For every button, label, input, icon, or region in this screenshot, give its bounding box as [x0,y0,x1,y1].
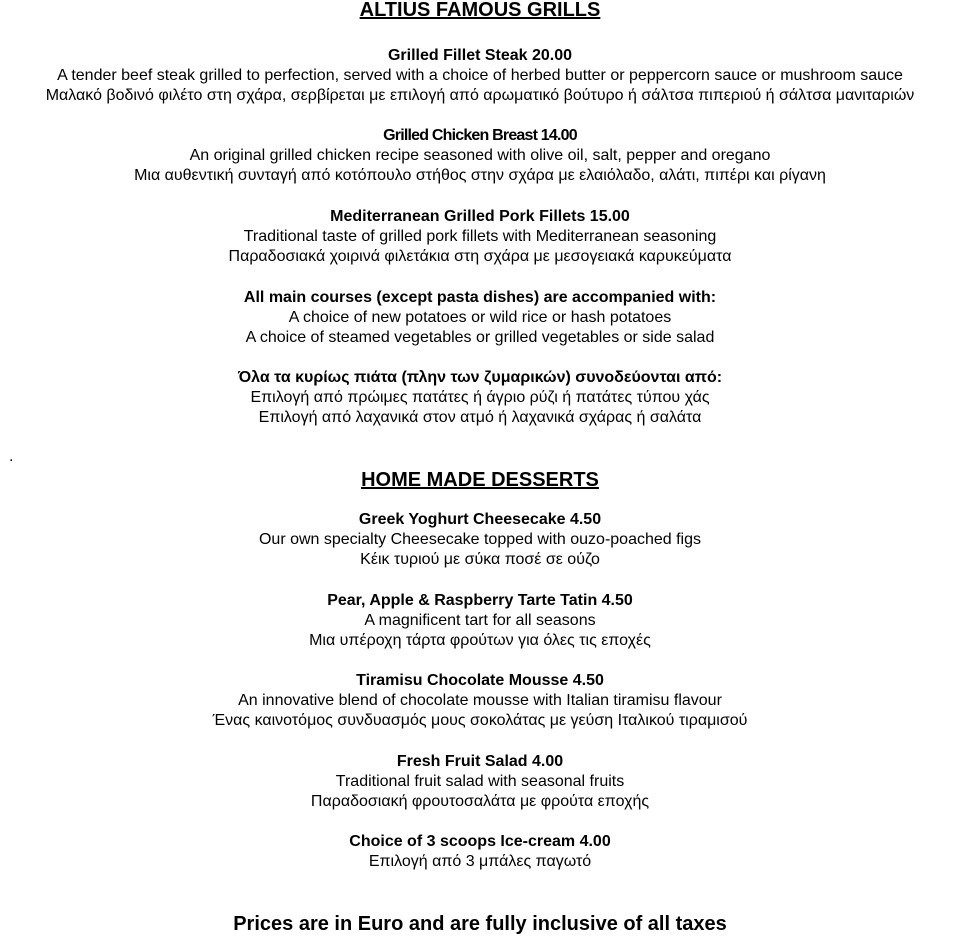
accompaniments-heading-gr: Όλα τα κυρίως πιάτα (πλην των ζυμαρικών) συνοδεύονται από: [237,369,723,386]
accompaniments-line1-gr: Επιλογή από πρώιμες πατάτες ή άγριο ρύζι ή πατάτες τύπου χάς [250,389,710,406]
dessert-item-name-fruit-salad: Fresh Fruit Salad 4.00 [396,753,564,770]
dessert-item-desc-gr-fruit-salad: Παραδοσιακή φρουτοσαλάτα με φρούτα εποχής [310,793,650,810]
dessert-item-name-cheesecake: Greek Yoghurt Cheesecake 4.50 [358,511,602,528]
grill-item-desc-en-chicken-breast: An original grilled chicken recipe seasoned with olive oil, salt, pepper and oregano [189,147,771,164]
stray-dot: . [9,448,14,465]
dessert-item-desc-en-fruit-salad: Traditional fruit salad with seasonal fruits [335,773,625,790]
grill-item-desc-gr-chicken-breast: Μια αυθεντική συνταγή από κοτόπουλο στήθος στην σχάρα με ελαιόλαδο, αλάτι, πιπέρι και ρίγανη [134,167,826,184]
grill-item-desc-gr-fillet-steak: Μαλακό βοδινό φιλέτο στη σχάρα, σερβίρεται με επιλογή από αρωματικό βούτυρο ή σάλτσα πιπεριού ή σάλτσα μανιταριών [45,87,915,104]
dessert-item-name-tarte-tatin: Pear, Apple & Raspberry Tarte Tatin 4.50 [327,592,633,609]
accompaniments-line2-gr: Επιλογή από λαχανικά στον ατμό ή λαχανικά σχάρας ή σαλάτα [258,409,702,426]
accompaniments-heading-en: All main courses (except pasta dishes) are accompanied with: [243,289,717,306]
grill-item-name-pork-fillets: Mediterranean Grilled Pork Fillets 15.00 [330,208,630,225]
grill-item-desc-en-fillet-steak: A tender beef steak grilled to perfection, served with a choice of herbed butter or peppercorn sauce or mushroom sauce [57,67,903,84]
accompaniments-line1-en: A choice of new potatoes or wild rice or hash potatoes [288,309,672,326]
accompaniments-line2-en: A choice of steamed vegetables or grilled vegetables or side salad [245,329,715,346]
dessert-item-desc-en-cheesecake: Our own specialty Cheesecake topped with ouzo-poached figs [258,531,702,548]
grills-section-title: ALTIUS FAMOUS GRILLS [359,0,601,21]
dessert-item-desc-en-tarte-tatin: A magnificent tart for all seasons [364,612,596,629]
grill-item-name-fillet-steak: Grilled Fillet Steak 20.00 [387,47,573,64]
dessert-item-name-ice-cream: Choice of 3 scoops Ice-cream 4.00 [349,833,611,850]
dessert-item-desc-gr-ice-cream: Επιλογή από 3 μπάλες παγωτό [368,853,592,870]
dessert-item-desc-en-tiramisu: An innovative blend of chocolate mousse with Italian tiramisu flavour [238,692,722,709]
prices-footer-note: Prices are in Euro and are fully inclusive of all taxes [233,913,727,935]
grill-item-name-chicken-breast: Grilled Chicken Breast 14.00 [383,127,577,144]
dessert-item-desc-gr-tarte-tatin: Μια υπέροχη τάρτα φρούτων για όλες τις εποχές [309,632,651,649]
grill-item-desc-en-pork-fillets: Traditional taste of grilled pork fillets with Mediterranean seasoning [243,228,717,245]
dessert-item-desc-gr-cheesecake: Κέικ τυριού με σύκα ποσέ σε ούζο [360,551,600,568]
dessert-item-desc-gr-tiramisu: Ένας καινοτόμος συνδυασμός μους σοκολάτας με γεύση Ιταλικού τιραμισού [212,712,748,729]
dessert-item-name-tiramisu: Tiramisu Chocolate Mousse 4.50 [356,672,604,689]
grill-item-desc-gr-pork-fillets: Παραδοσιακά χοιρινά φιλετάκια στη σχάρα με μεσογειακά καρυκεύματα [228,248,732,265]
desserts-section-title: HOME MADE DESSERTS [361,469,599,491]
